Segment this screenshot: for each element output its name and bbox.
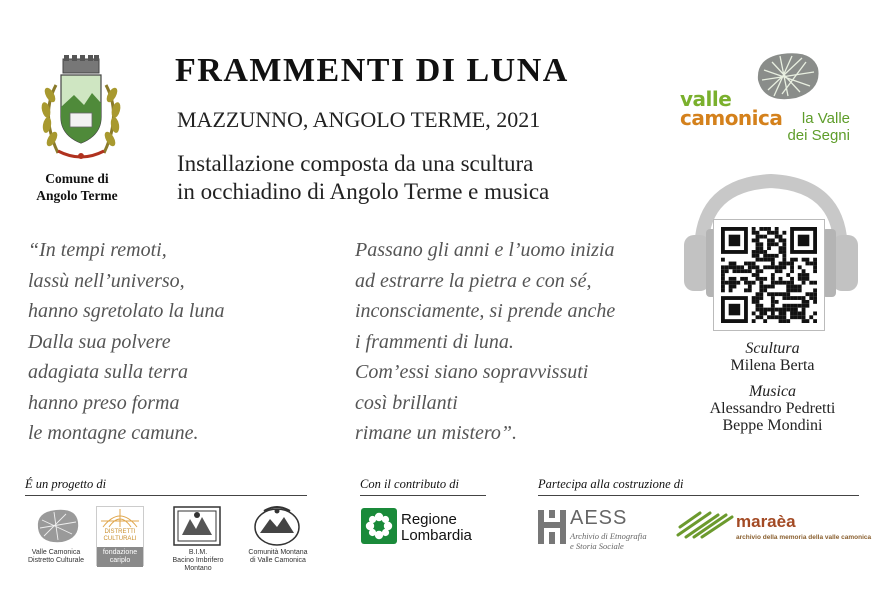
description-line: in occhiadino di Angolo Terme e musica — [177, 179, 550, 204]
bim-caption — [158, 549, 238, 573]
cariplo-grid-icon — [97, 507, 143, 529]
caption-line: Bacino Imbrifero Montano — [172, 557, 224, 572]
regione-lombardia-text — [401, 512, 472, 544]
caption-line: CULTURALI — [103, 536, 137, 542]
sculpture-artist: Milena Berta — [730, 357, 815, 374]
caption-line: cariplo — [109, 557, 131, 564]
poem-line: adagiata sulla terra — [28, 361, 189, 383]
maraea-subtitle: archivio della memoria della valle camonica — [736, 534, 872, 541]
caption-line: fondazione — [102, 549, 138, 556]
project-section-divider — [25, 495, 307, 496]
regione-line: Regione — [401, 511, 457, 528]
poem-line: i frammenti di luna. — [355, 330, 514, 353]
distretto-culturale-caption — [20, 549, 92, 565]
aess-glyph-icon — [536, 508, 568, 546]
brand-camonica: camonica — [680, 106, 783, 130]
place-date: MAZZUNNO, ANGOLO TERME, 2021 — [177, 107, 541, 132]
poem-line: inconsciamente, si prende anche — [355, 300, 616, 322]
caption-line: B.I.M. — [188, 549, 208, 556]
poem-left — [28, 235, 224, 449]
cariplo-bottom-text — [97, 547, 143, 567]
brand-tagline-line1: la Valle — [801, 110, 850, 127]
caption-line: Comunità Montana — [248, 549, 308, 556]
poem-line: le montagne camune. — [28, 422, 199, 444]
description-line: Installazione composta da una scultura — [177, 151, 534, 176]
cariplo-top-text — [97, 529, 143, 543]
poem-line: Com’essi siano sopravvissuti — [355, 361, 589, 383]
partecipa-section-divider — [538, 495, 859, 496]
aess-subtitle — [570, 531, 647, 551]
fondazione-cariplo-logo — [96, 506, 144, 566]
music-role: Musica — [748, 383, 797, 400]
poem-line: hanno preso forma — [28, 391, 180, 414]
qr-code[interactable] — [721, 227, 817, 323]
aess-subtitle-line: e Storia Sociale — [570, 541, 624, 551]
page-title: FRAMMENTI DI LUNA — [175, 52, 569, 89]
contribution-section-title: Con il contributo di — [360, 477, 459, 491]
music-artist: Alessandro Pedretti — [709, 400, 836, 417]
poem-line: hanno sgretolato la luna — [28, 300, 225, 322]
maraea-strokes-icon — [676, 509, 734, 539]
caption-line: DISTRETTI — [104, 529, 136, 535]
comunita-montana-emblem — [252, 505, 302, 547]
comune-name-line2: Angolo Terme — [36, 188, 118, 203]
poem-right — [355, 235, 615, 449]
comunita-montana-caption — [238, 549, 318, 565]
caption-line: Distretto Culturale — [27, 557, 85, 564]
aess-title: AESS — [570, 507, 628, 529]
music-artist: Beppe Mondini — [722, 417, 823, 434]
maraea-title: maraèa — [736, 512, 796, 531]
regione-lombardia-rose-icon — [361, 508, 397, 544]
contribution-section-divider — [360, 495, 486, 496]
valle-camonica-wordmark — [680, 87, 783, 130]
aess-subtitle-line: Archivio di Etnografia — [570, 531, 647, 541]
comune-name-line1: Comune di — [45, 171, 109, 186]
brand-tagline-line2: dei Segni — [787, 127, 850, 144]
poem-line: Passano gli anni e l’uomo inizia — [355, 239, 615, 261]
caption-line: Valle Camonica — [31, 549, 81, 556]
distretto-culturale-logo — [34, 508, 80, 544]
credits — [680, 340, 865, 434]
poem-line: “In tempi remoti, — [28, 239, 167, 261]
bim-emblem — [172, 505, 222, 547]
poem-line: Dalla sua polvere — [28, 330, 171, 353]
comune-name — [22, 170, 132, 204]
brand-tagline — [772, 110, 850, 144]
comune-coat-of-arms — [36, 55, 126, 167]
poem-line: lassù nell’universo, — [28, 269, 185, 292]
caption-line: di Valle Camonica — [250, 557, 306, 564]
regione-line: Lombardia — [401, 527, 472, 544]
project-section-title: É un progetto di — [25, 477, 107, 491]
installation-description — [177, 150, 549, 206]
partecipa-section-title: Partecipa alla costruzione di — [538, 477, 684, 491]
sculpture-role: Scultura — [745, 340, 800, 357]
poem-line: così brillanti — [355, 391, 458, 414]
poem-line: ad estrarre la pietra e con sé, — [355, 269, 592, 292]
poem-line: rimane un mistero”. — [355, 422, 518, 444]
brand-valle: valle — [680, 87, 732, 111]
